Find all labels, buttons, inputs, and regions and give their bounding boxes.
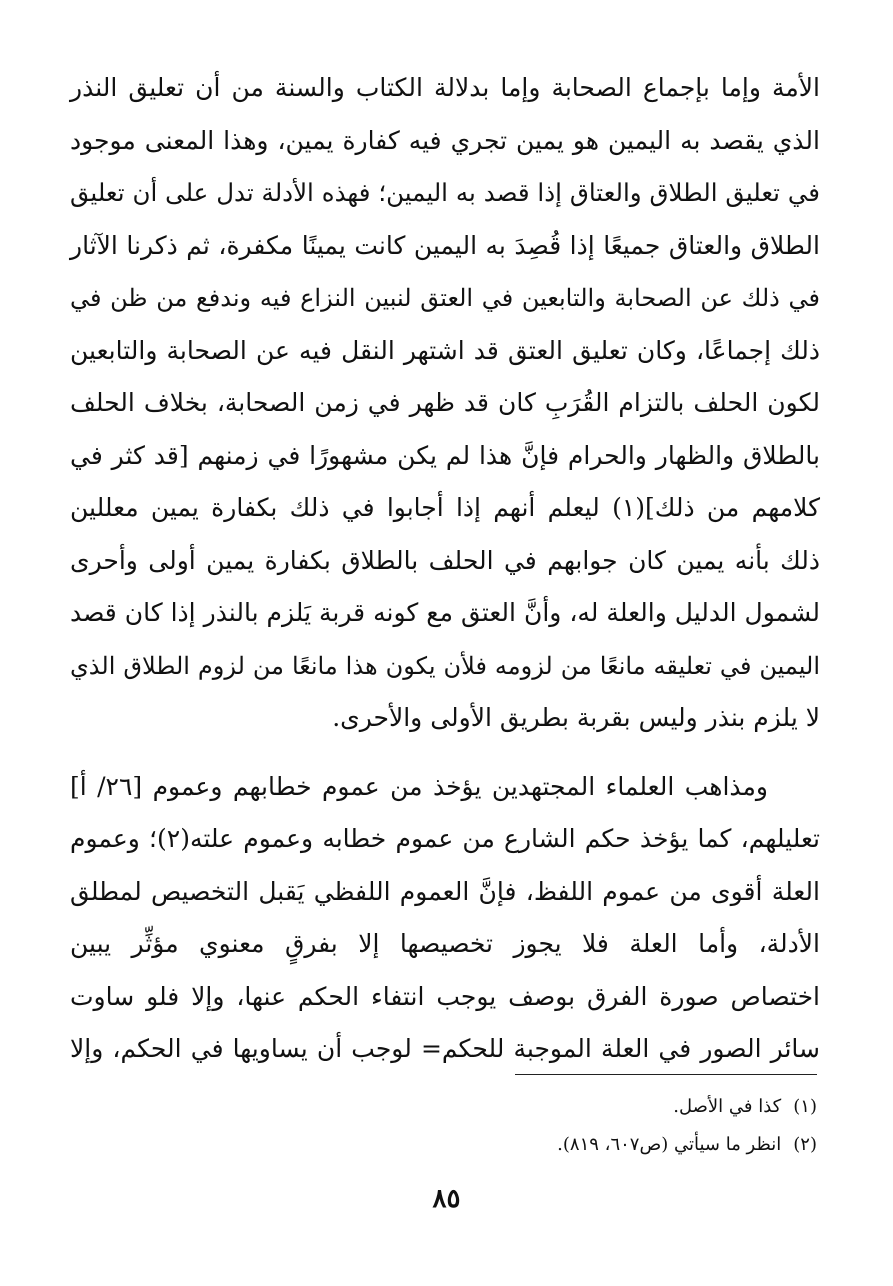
text-line: الأمة وإما بإجماع الصحابة وإما بدلالة الكتاب والسنة من أن تعليق النذر	[70, 73, 820, 102]
text-line: كلامهم من ذلك](١) ليعلم أنهم إذا أجابوا في ذلك بكفارة يمين معللين	[70, 493, 820, 522]
paragraph-gap	[70, 745, 820, 761]
footnote-text: كذا في الأصل.	[673, 1096, 782, 1117]
text-line: سائر الصور في العلة الموجبة للحكم= لوجب أن يساويها في الحكم، وإلا	[70, 1034, 820, 1063]
footnote-text: انظر ما سيأتي (ص٦٠٧، ٨١٩).	[557, 1134, 782, 1155]
text-line: الطلاق والعتاق جميعًا إذا قُصِدَ به اليمين كانت يمينًا مكفرة، ثم ذكرنا الآثار	[70, 230, 820, 260]
text-line: ذلك إجماعًا، وكان تعليق العتق قد اشتهر النقل فيه عن الصحابة والتابعين	[70, 335, 820, 365]
footnote-number: (٢)	[793, 1134, 817, 1155]
text-line: ومذاهب العلماء المجتهدين يؤخذ من عموم خطابهم وعموم [٢٦/ أ]	[70, 771, 768, 801]
footnote-2	[217, 1126, 817, 1164]
footnote-1	[217, 1088, 817, 1126]
paragraph-1	[70, 62, 820, 745]
text-line: في ذلك عن الصحابة والتابعين في العتق لنبين النزاع فيه وندفع من ظن في	[70, 284, 820, 312]
footnotes	[217, 1088, 817, 1164]
text-line: تعليلهم، كما يؤخذ حكم الشارع من عموم خطابه وعموم علته(٢)؛ وعموم	[70, 824, 821, 853]
text-line: لشمول الدليل والعلة له، وأنَّ العتق مع كونه قربة يَلزم بالنذر إذا كان قصد	[70, 598, 820, 627]
text-line: لا يلزم بنذر وليس بقربة بطريق الأولى والأحرى.	[332, 703, 820, 732]
text-line: الذي يقصد به اليمين هو يمين تجري فيه كفارة يمين، وهذا المعنى موجود	[70, 125, 820, 155]
text-line: لكون الحلف بالتزام القُرَبِ كان قد ظهر في زمن الصحابة، بخلاف الحلف	[70, 388, 820, 417]
text-line: في تعليق الطلاق والعتاق إذا قصد به اليمين؛ فهذه الأدلة تدل على أن تعليق	[70, 178, 820, 207]
page-number: ٨٥	[432, 1184, 461, 1214]
footnote-number: (١)	[793, 1096, 817, 1117]
text-line: العلة أقوى من عموم اللفظ، فإنَّ العموم اللفظي يَقبل التخصيص لمطلق	[70, 876, 820, 906]
text-line: ذلك بأنه يمين كان جوابهم في الحلف بالطلاق بكفارة يمين أولى وأحرى	[70, 545, 820, 575]
text-line: الأدلة، وأما العلة فلا يجوز تخصيصها إلا بفرقٍ معنوي مؤثِّر يبين	[70, 929, 820, 958]
main-text	[70, 62, 820, 1076]
text-line: اليمين في تعليقه مانعًا من لزومه فلأن يكون هذا مانعًا من لزوم الطلاق الذي	[70, 651, 820, 680]
text-line: اختصاص صورة الفرق بوصف يوجب انتفاء الحكم عنها، وإلا فلو ساوت	[70, 981, 820, 1011]
footnote-divider	[515, 1074, 817, 1075]
text-line: بالطلاق والظهار والحرام فإنَّ هذا لم يكن مشهورًا في زمنهم [قد كثر في	[70, 440, 820, 470]
paragraph-2	[70, 761, 820, 1076]
